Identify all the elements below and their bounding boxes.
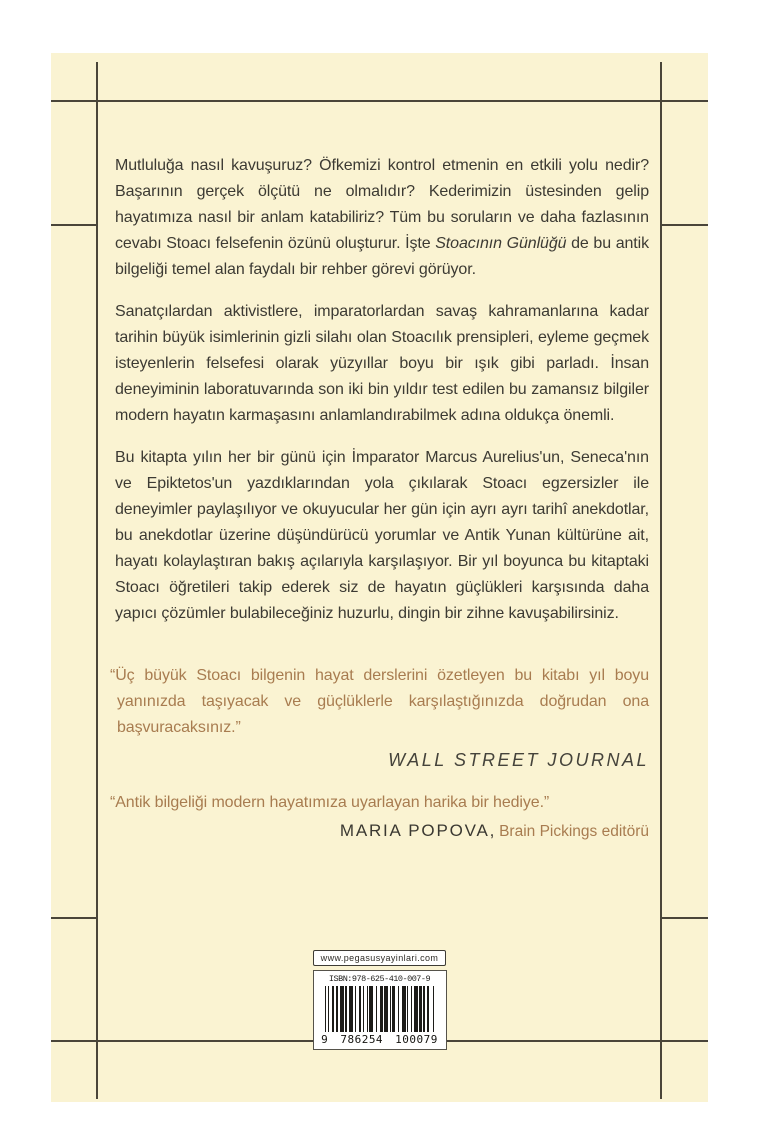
blurb-column (110, 153, 649, 845)
trim-tick-top-left (51, 224, 98, 226)
wsj-quote: “Üç büyük Stoacı bilgenin hayat derslerini özetleyen bu kitabı yıl boyu yanınızda taşıyacak ve güçlüklerle karşılaştığınızda doğrudan ona başvuracaksınız.” (110, 667, 649, 736)
book-title-mention: Stoacının Günlüğü (435, 235, 567, 252)
popova-role: Brain Pickings editörü (499, 823, 649, 840)
publisher-website-label: www.pegasusyayinlari.com (313, 950, 447, 966)
blurb-paragraph-2: Sanatçılardan aktivistlere, imparatorlardan savaş kahramanlarına kadar tarihin büyük isimlerinin gizli silahı olan Stoacılık prensipleri, eyleme geçmek isteyenlerin felsefesi olarak yüzyıllar boyu bir ışık gibi parladı. İnsan deneyiminin laboratuvarında son iki bin yıldır test edilen bu zamansız bilgiler modern hayatın karmaşasını anlamlandırabilmek adına oldukça önemli. (115, 303, 649, 424)
trim-tick-bottom-left (51, 917, 98, 919)
trim-line-vertical-left (96, 62, 98, 1099)
trim-tick-top-right (660, 224, 708, 226)
trim-line-vertical-right (660, 62, 662, 1099)
wsj-attribution: WALL STREET JOURNAL (388, 750, 649, 770)
trim-tick-bottom-right (660, 917, 708, 919)
paragraph-1-text-start: Mutluluğa nasıl kavuşuruz? Öfkemizi kontrol etmenin en etkili yolu nedir? Başarının gerçek ölçütü ne olmalıdır? Kederimizin üstesinden gelip hayatımıza nasıl bir anlam katabiliriz? Tüm bu soruların ve daha fazlasının cevabı Stoacı felsefenin özünü oluşturur. İşte (115, 157, 649, 252)
popova-quote: “Antik bilgeliği modern hayatımıza uyarlayan harika bir hediye.” (110, 794, 550, 811)
barcode-bars (318, 986, 442, 1032)
isbn-number-label: ISBN:978-625-410-007-9 (328, 974, 431, 984)
popova-name: MARIA POPOVA (339, 821, 490, 840)
barcode-block (313, 948, 447, 1050)
paragraph-1-text-end: de bu antik bilgeliği temel alan faydalı bir rehber görevi görüyor. (115, 235, 649, 278)
book-back-cover (51, 53, 708, 1102)
blurb-paragraph-3: Bu kitapta yılın her bir günü için İmparator Marcus Aurelius'un, Seneca'nın ve Epiktetos'un yazdıklarından yola çıkılarak Stoacı egzersizler ile deneyimler paylaşılıyor ve okuyucular her gün için ayrı ayrı tarihî anekdotlar, bu anekdotlar üzerine düşündürücü yorumlar ve Antik Yunan kültürüne ait, hayatı kolaylaştıran bakış açılarıyla karşılaşıyor. Bir yıl boyunca bu kitaptaki Stoacı öğretileri takip ederek siz de hayatın güçlükleri karşısında daha yapıcı çözümler bulabileceğiniz huzurlu, dingin bir zihne kavuşabilirsiniz. (115, 449, 649, 622)
popova-separator: , (489, 821, 500, 840)
trim-line-horizontal-top (51, 100, 708, 102)
blurb-paragraph-1 (115, 153, 649, 283)
barcode-digits: 9 786254 100079 (321, 1033, 438, 1046)
isbn-barcode (313, 970, 447, 1050)
popova-attribution (115, 818, 649, 845)
